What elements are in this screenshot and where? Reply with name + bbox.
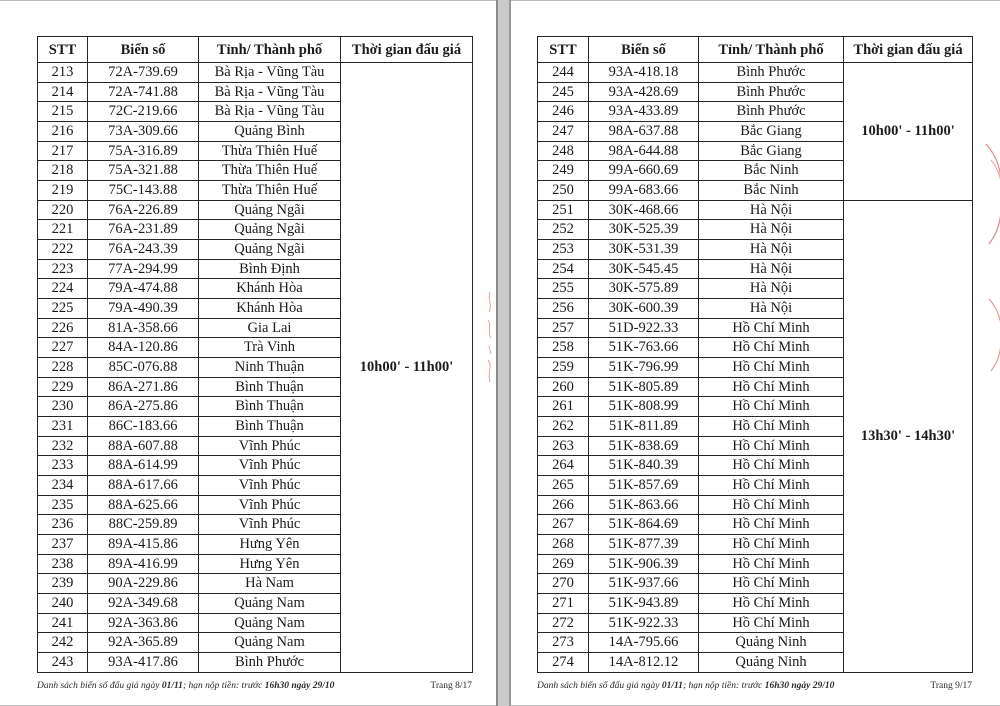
plate-number-cell: 88A-625.66 (88, 495, 199, 515)
col-header-auction-time: Thời gian đấu giá (844, 37, 973, 63)
stt-cell: 230 (38, 397, 88, 417)
stt-cell: 220 (38, 200, 88, 220)
stt-cell: 254 (538, 259, 589, 279)
stt-cell: 263 (538, 436, 589, 456)
province-cell: Hồ Chí Minh (699, 338, 844, 358)
province-cell: Khánh Hòa (199, 279, 341, 299)
plate-number-cell: 75A-316.89 (88, 141, 199, 161)
plate-number-cell: 99A-660.69 (589, 161, 699, 181)
stt-cell: 218 (38, 161, 88, 181)
table-row (538, 200, 973, 220)
province-cell: Ninh Thuận (199, 358, 341, 378)
province-cell: Hưng Yên (199, 554, 341, 574)
page-right (509, 0, 1000, 706)
province-cell: Quảng Ninh (699, 633, 844, 653)
page-footer (37, 681, 472, 691)
plate-number-cell: 51K-877.39 (589, 535, 699, 555)
plate-number-cell: 90A-229.86 (88, 574, 199, 594)
stt-cell: 235 (38, 495, 88, 515)
plate-number-cell: 76A-226.89 (88, 200, 199, 220)
stt-cell: 264 (538, 456, 589, 476)
plate-number-cell: 51K-805.89 (589, 377, 699, 397)
plate-number-cell: 51K-763.66 (589, 338, 699, 358)
province-cell: Hà Nội (699, 240, 844, 260)
table-header (538, 37, 973, 63)
stt-cell: 225 (38, 299, 88, 319)
province-cell: Quảng Nam (199, 594, 341, 614)
plate-number-cell: 51K-864.69 (589, 515, 699, 535)
col-header-auction-time: Thời gian đấu giá (341, 37, 473, 63)
stt-cell: 260 (538, 377, 589, 397)
stt-cell: 257 (538, 318, 589, 338)
province-cell: Bình Phước (699, 102, 844, 122)
plate-number-cell: 77A-294.99 (88, 259, 199, 279)
province-cell: Hồ Chí Minh (699, 574, 844, 594)
header-row (538, 37, 973, 63)
footer-payment-deadline: 16h30 ngày 29/10 (264, 681, 335, 691)
province-cell: Thừa Thiên Huế (199, 181, 341, 201)
stt-cell: 272 (538, 613, 589, 633)
auction-table-body (38, 63, 473, 673)
stt-cell: 233 (38, 456, 88, 476)
province-cell: Hồ Chí Minh (699, 417, 844, 437)
province-cell: Thừa Thiên Huế (199, 161, 341, 181)
table-row (538, 63, 973, 83)
plate-number-cell: 51K-857.69 (589, 476, 699, 496)
plate-number-cell: 79A-474.88 (88, 279, 199, 299)
province-cell: Bà Rịa - Vũng Tàu (199, 63, 341, 83)
province-cell: Trà Vinh (199, 338, 341, 358)
stt-cell: 270 (538, 574, 589, 594)
province-cell: Quảng Bình (199, 122, 341, 142)
plate-number-cell: 89A-415.86 (88, 535, 199, 555)
province-cell: Hồ Chí Minh (699, 318, 844, 338)
province-cell: Hồ Chí Minh (699, 535, 844, 555)
stt-cell: 243 (38, 653, 88, 673)
header-row (38, 37, 473, 63)
auction-table (37, 36, 473, 673)
province-cell: Hồ Chí Minh (699, 358, 844, 378)
auction-table (537, 36, 973, 673)
stt-cell: 262 (538, 417, 589, 437)
plate-number-cell: 51K-838.69 (589, 436, 699, 456)
province-cell: Vĩnh Phúc (199, 436, 341, 456)
stt-cell: 250 (538, 181, 589, 201)
plate-number-cell: 75A-321.88 (88, 161, 199, 181)
province-cell: Hồ Chí Minh (699, 554, 844, 574)
stt-cell: 213 (38, 63, 88, 83)
province-cell: Hà Nam (199, 574, 341, 594)
stt-cell: 259 (538, 358, 589, 378)
stt-cell: 255 (538, 279, 589, 299)
stt-cell: 266 (538, 495, 589, 515)
stt-cell: 268 (538, 535, 589, 555)
plate-number-cell: 72C-219.66 (88, 102, 199, 122)
plate-number-cell: 51K-863.66 (589, 495, 699, 515)
footer-note (37, 681, 334, 691)
col-header-plate-number: Biển số (589, 37, 699, 63)
plate-number-cell: 88C-259.89 (88, 515, 199, 535)
stt-cell: 273 (538, 633, 589, 653)
stt-cell: 217 (38, 141, 88, 161)
table-row (38, 63, 473, 83)
stt-cell: 215 (38, 102, 88, 122)
plate-number-cell: 93A-428.69 (589, 82, 699, 102)
stt-cell: 238 (38, 554, 88, 574)
stt-cell: 261 (538, 397, 589, 417)
stt-cell: 224 (38, 279, 88, 299)
auction-time-cell: 10h00' - 11h00' (341, 63, 473, 673)
stt-cell: 229 (38, 377, 88, 397)
plate-number-cell: 79A-490.39 (88, 299, 199, 319)
plate-number-cell: 92A-349.68 (88, 594, 199, 614)
province-cell: Hồ Chí Minh (699, 436, 844, 456)
province-cell: Bình Thuận (199, 397, 341, 417)
stt-cell: 242 (38, 633, 88, 653)
stt-cell: 232 (38, 436, 88, 456)
plate-number-cell: 76A-243.39 (88, 240, 199, 260)
plate-number-cell: 51K-906.39 (589, 554, 699, 574)
page-left (0, 0, 498, 706)
plate-number-cell: 92A-365.89 (88, 633, 199, 653)
stt-cell: 252 (538, 220, 589, 240)
stt-cell: 251 (538, 200, 589, 220)
plate-number-cell: 93A-418.18 (589, 63, 699, 83)
plate-number-cell: 30K-525.39 (589, 220, 699, 240)
plate-number-cell: 98A-644.88 (589, 141, 699, 161)
footer-auction-date: 01/11 (161, 681, 183, 691)
stt-cell: 222 (38, 240, 88, 260)
stt-cell: 236 (38, 515, 88, 535)
plate-number-cell: 81A-358.66 (88, 318, 199, 338)
stt-cell: 267 (538, 515, 589, 535)
province-cell: Hồ Chí Minh (699, 456, 844, 476)
stt-cell: 249 (538, 161, 589, 181)
province-cell: Hồ Chí Minh (699, 594, 844, 614)
col-header-stt: STT (538, 37, 589, 63)
plate-number-cell: 89A-416.99 (88, 554, 199, 574)
province-cell: Quảng Ngãi (199, 240, 341, 260)
plate-number-cell: 14A-812.12 (589, 653, 699, 673)
province-cell: Hà Nội (699, 200, 844, 220)
stt-cell: 223 (38, 259, 88, 279)
plate-number-cell: 86C-183.66 (88, 417, 199, 437)
stt-cell: 237 (38, 535, 88, 555)
plate-number-cell: 92A-363.86 (88, 613, 199, 633)
stt-cell: 234 (38, 476, 88, 496)
plate-number-cell: 85C-076.88 (88, 358, 199, 378)
stt-cell: 228 (38, 358, 88, 378)
page-footer (537, 681, 972, 691)
plate-number-cell: 99A-683.66 (589, 181, 699, 201)
plate-number-cell: 51K-840.39 (589, 456, 699, 476)
plate-number-cell: 30K-468.66 (589, 200, 699, 220)
stt-cell: 240 (38, 594, 88, 614)
plate-number-cell: 88A-617.66 (88, 476, 199, 496)
province-cell: Thừa Thiên Huế (199, 141, 341, 161)
province-cell: Bắc Giang (699, 141, 844, 161)
province-cell: Hồ Chí Minh (699, 397, 844, 417)
province-cell: Quảng Ngãi (199, 220, 341, 240)
province-cell: Hồ Chí Minh (699, 515, 844, 535)
province-cell: Bà Rịa - Vũng Tàu (199, 82, 341, 102)
plate-number-cell: 51K-811.89 (589, 417, 699, 437)
red-stamp-icon (983, 140, 1000, 250)
footer-payment-deadline: 16h30 ngày 29/10 (764, 681, 835, 691)
handwritten-mark (484, 290, 496, 385)
page-number: Trang 9/17 (930, 681, 972, 691)
stt-cell: 226 (38, 318, 88, 338)
province-cell: Quảng Nam (199, 633, 341, 653)
stt-cell: 214 (38, 82, 88, 102)
stt-cell: 247 (538, 122, 589, 142)
province-cell: Hưng Yên (199, 535, 341, 555)
province-cell: Bình Phước (199, 653, 341, 673)
auction-time-cell: 13h30' - 14h30' (844, 200, 973, 672)
stt-cell: 244 (538, 63, 589, 83)
plate-number-cell: 51K-796.99 (589, 358, 699, 378)
province-cell: Bắc Ninh (699, 161, 844, 181)
plate-number-cell: 86A-275.86 (88, 397, 199, 417)
province-cell: Quảng Ngãi (199, 200, 341, 220)
province-cell: Vĩnh Phúc (199, 495, 341, 515)
stt-cell: 269 (538, 554, 589, 574)
footer-text: ; hạn nộp tiền: trước (682, 681, 765, 691)
plate-number-cell: 72A-739.69 (88, 63, 199, 83)
province-cell: Hà Nội (699, 299, 844, 319)
province-cell: Gia Lai (199, 318, 341, 338)
plate-number-cell: 88A-614.99 (88, 456, 199, 476)
stt-cell: 271 (538, 594, 589, 614)
col-header-stt: STT (38, 37, 88, 63)
plate-number-cell: 93A-433.89 (589, 102, 699, 122)
plate-number-cell: 30K-575.89 (589, 279, 699, 299)
province-cell: Bắc Ninh (699, 181, 844, 201)
stt-cell: 231 (38, 417, 88, 437)
plate-number-cell: 51D-922.33 (589, 318, 699, 338)
stt-cell: 258 (538, 338, 589, 358)
plate-number-cell: 93A-417.86 (88, 653, 199, 673)
plate-number-cell: 30K-531.39 (589, 240, 699, 260)
province-cell: Hồ Chí Minh (699, 495, 844, 515)
plate-number-cell: 73A-309.66 (88, 122, 199, 142)
province-cell: Bà Rịa - Vũng Tàu (199, 102, 341, 122)
stt-cell: 253 (538, 240, 589, 260)
plate-number-cell: 51K-922.33 (589, 613, 699, 633)
province-cell: Khánh Hòa (199, 299, 341, 319)
stt-cell: 256 (538, 299, 589, 319)
footer-text: Danh sách biển số đấu giá ngày (37, 681, 162, 691)
plate-number-cell: 14A-795.66 (589, 633, 699, 653)
province-cell: Hà Nội (699, 279, 844, 299)
stt-cell: 239 (38, 574, 88, 594)
province-cell: Hồ Chí Minh (699, 476, 844, 496)
province-cell: Bình Phước (699, 63, 844, 83)
province-cell: Quảng Ninh (699, 653, 844, 673)
footer-note (537, 681, 834, 691)
stt-cell: 245 (538, 82, 589, 102)
province-cell: Hồ Chí Minh (699, 613, 844, 633)
plate-number-cell: 76A-231.89 (88, 220, 199, 240)
plate-number-cell: 51K-943.89 (589, 594, 699, 614)
plate-number-cell: 75C-143.88 (88, 181, 199, 201)
stt-cell: 221 (38, 220, 88, 240)
table-header (38, 37, 473, 63)
province-cell: Vĩnh Phúc (199, 515, 341, 535)
auction-time-cell: 10h00' - 11h00' (844, 63, 973, 201)
footer-text: ; hạn nộp tiền: trước (182, 681, 265, 691)
col-header-province: Tỉnh/ Thành phố (699, 37, 844, 63)
plate-number-cell: 51K-808.99 (589, 397, 699, 417)
stt-cell: 219 (38, 181, 88, 201)
province-cell: Vĩnh Phúc (199, 456, 341, 476)
plate-number-cell: 88A-607.88 (88, 436, 199, 456)
province-cell: Bình Thuận (199, 417, 341, 437)
province-cell: Bắc Giang (699, 122, 844, 142)
stt-cell: 216 (38, 122, 88, 142)
plate-number-cell: 84A-120.86 (88, 338, 199, 358)
page-number: Trang 8/17 (430, 681, 472, 691)
red-stamp-icon (987, 295, 1000, 375)
province-cell: Bình Phước (699, 82, 844, 102)
province-cell: Quảng Nam (199, 613, 341, 633)
plate-number-cell: 30K-600.39 (589, 299, 699, 319)
province-cell: Hà Nội (699, 220, 844, 240)
stt-cell: 241 (38, 613, 88, 633)
province-cell: Vĩnh Phúc (199, 476, 341, 496)
footer-text: Danh sách biển số đấu giá ngày (537, 681, 662, 691)
stt-cell: 246 (538, 102, 589, 122)
province-cell: Hồ Chí Minh (699, 377, 844, 397)
province-cell: Bình Định (199, 259, 341, 279)
stt-cell: 265 (538, 476, 589, 496)
auction-table-body (538, 63, 973, 673)
province-cell: Bình Thuận (199, 377, 341, 397)
stt-cell: 248 (538, 141, 589, 161)
plate-number-cell: 98A-637.88 (589, 122, 699, 142)
stt-cell: 227 (38, 338, 88, 358)
province-cell: Hà Nội (699, 259, 844, 279)
footer-auction-date: 01/11 (661, 681, 683, 691)
plate-number-cell: 86A-271.86 (88, 377, 199, 397)
col-header-province: Tỉnh/ Thành phố (199, 37, 341, 63)
stt-cell: 274 (538, 653, 589, 673)
plate-number-cell: 72A-741.88 (88, 82, 199, 102)
plate-number-cell: 51K-937.66 (589, 574, 699, 594)
col-header-plate-number: Biển số (88, 37, 199, 63)
plate-number-cell: 30K-545.45 (589, 259, 699, 279)
